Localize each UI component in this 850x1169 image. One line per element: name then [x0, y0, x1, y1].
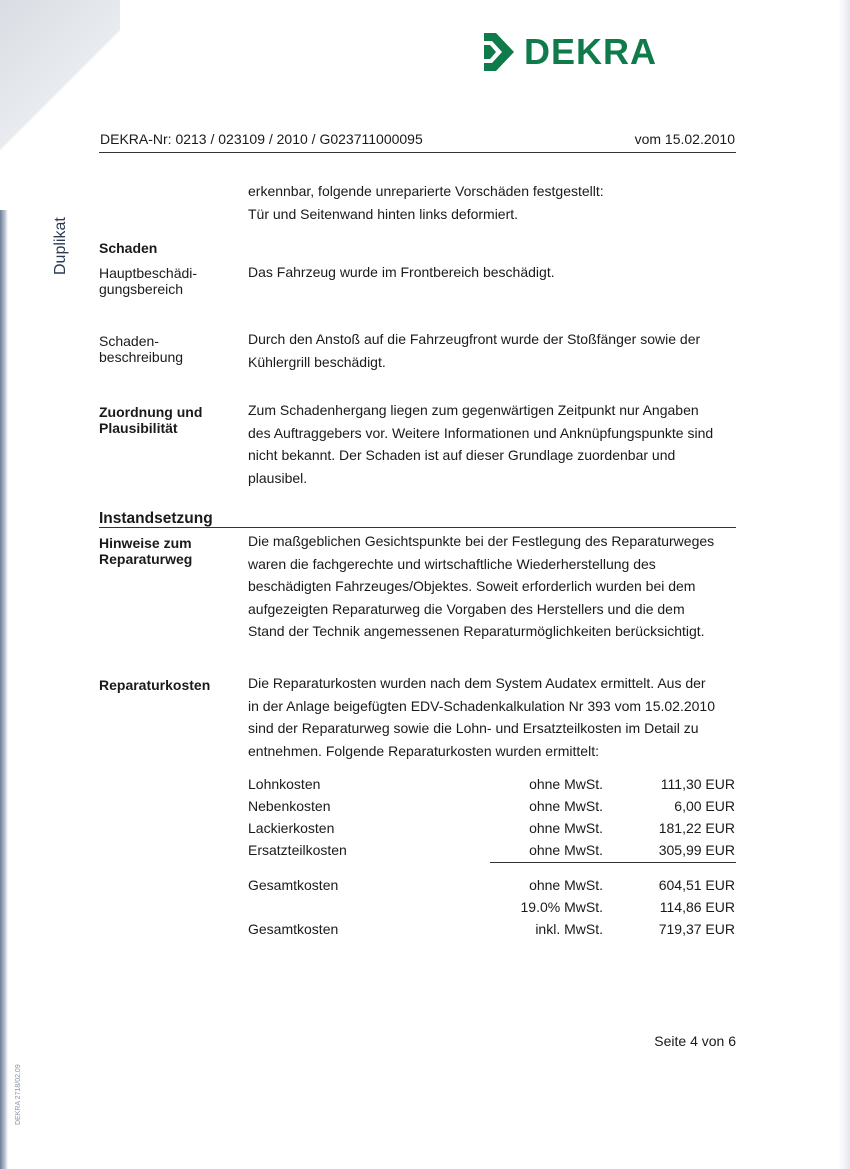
reparaturkosten-label: Reparaturkosten: [99, 677, 211, 693]
cost-name: Gesamtkosten: [248, 921, 339, 937]
cost-row-mwst: [248, 899, 735, 919]
report-date: vom 15.02.2010: [634, 131, 735, 147]
hinweise-text: [248, 530, 714, 643]
text-line: des Auftraggebers vor. Weitere Informationen und Anknüpfungspunkte sind: [248, 424, 714, 441]
text-line: sind der Reparaturweg sowie die Lohn- und Ersatzteilkosten im Detail zu: [248, 720, 699, 736]
label-line: Zuordnung und: [99, 404, 203, 420]
form-code: DEKRA 2718/02.09: [15, 1064, 22, 1125]
scan-edge-right: [838, 0, 850, 1169]
cost-name: Ersatzteilkosten: [248, 842, 347, 858]
text-line: Stand der Technik angemessenen Reparaturmöglichkeiten berücksichtigt.: [248, 623, 705, 639]
cost-amount: 111,30 EUR: [660, 776, 735, 792]
dekra-number: DEKRA-Nr: 0213 / 023109 / 2010 / G023711000095: [100, 131, 423, 147]
logo-text: DEKRA: [524, 31, 658, 72]
text-line: beschädigten Fahrzeuges/Objektes. Soweit erforderlich wurden bei dem: [248, 578, 696, 594]
scan-corner-fold: [0, 0, 120, 210]
cost-row-gesamt-netto: [248, 877, 735, 897]
cost-tax: 19.0% MwSt.: [520, 899, 603, 915]
cost-tax: inkl. MwSt.: [535, 921, 603, 937]
text-line: nicht bekannt. Der Schaden ist auf dieser Grundlage zuordenbar und: [248, 447, 676, 463]
hinweise-label: [99, 535, 192, 567]
cost-amount: 114,86 EUR: [659, 899, 735, 915]
cost-name: Lackierkosten: [248, 820, 335, 836]
cost-amount: 719,37 EUR: [658, 921, 735, 937]
cost-row-lackierkosten: [248, 820, 735, 840]
text-line: Zum Schadenhergang liegen zum gegenwärtigen Zeitpunkt nur Angaben: [248, 402, 699, 418]
zuordnung-text: [248, 399, 713, 489]
text-line: Die Reparaturkosten wurden nach dem System Audatex ermittelt. Aus der: [248, 675, 706, 691]
page-number: Seite 4 von 6: [654, 1033, 736, 1049]
label-line: Hauptbeschädi-: [99, 265, 198, 281]
label-line: beschreibung: [99, 349, 184, 365]
text-line: Die maßgeblichen Gesichtspunkte bei der Festlegung des Reparaturweges: [248, 533, 715, 549]
zuordnung-label: [99, 404, 202, 436]
instandsetzung-title: Instandsetzung: [99, 510, 736, 528]
cost-row-lohnkosten: [248, 776, 735, 796]
cost-tax: ohne MwSt.: [529, 798, 603, 814]
cost-row-nebenkosten: [248, 798, 735, 818]
text-line: Durch den Anstoß auf die Fahrzeugfront wurde der Stoßfänger sowie der: [248, 331, 701, 347]
intro-paragraph: [248, 180, 604, 225]
dekra-logo-icon: [482, 31, 516, 73]
text-line: entnehmen. Folgende Reparaturkosten wurden ermittelt:: [248, 742, 599, 759]
cost-row-ersatzteilkosten: [248, 842, 735, 862]
duplikat-stamp: Duplikat: [52, 217, 69, 275]
schadenbeschreibung-text: [248, 328, 700, 373]
label-line: gungsbereich: [99, 281, 184, 297]
text-line: Kühlergrill beschädigt.: [248, 353, 386, 370]
text-line: in der Anlage beigefügten EDV-Schadenkalkulation Nr 393 vom 15.02.2010: [248, 697, 715, 714]
cost-name: Lohnkosten: [248, 776, 321, 792]
sum-divider: [490, 862, 736, 863]
label-line: Hinweise zum: [99, 535, 192, 551]
report-header: [99, 130, 736, 153]
reparaturkosten-text: [248, 672, 715, 762]
cost-tax: ohne MwSt.: [529, 820, 603, 836]
schadenbeschreibung-label: [99, 333, 183, 365]
cost-amount: 604,51 EUR: [658, 877, 735, 893]
cost-tax: ohne MwSt.: [529, 842, 603, 858]
cost-amount: 305,99 EUR: [658, 842, 735, 858]
text-line: waren die fachgerechte und wirtschaftliche Wiederherstellung des: [248, 555, 656, 572]
cost-tax: ohne MwSt.: [529, 776, 603, 792]
label-line: Plausibilität: [99, 420, 178, 436]
dekra-logo: [482, 31, 657, 73]
cost-tax: ohne MwSt.: [529, 877, 603, 893]
text-line: Das Fahrzeug wurde im Frontbereich beschädigt.: [248, 264, 555, 280]
cost-amount: 6,00 EUR: [674, 798, 735, 814]
label-line: Reparaturweg: [99, 551, 193, 567]
text-line: erkennbar, folgende unreparierte Vorschäden festgestellt:: [248, 183, 604, 199]
label-line: Schaden-: [99, 333, 159, 349]
text-line: aufgezeigten Reparaturweg die Vorgaben des Herstellers und die dem: [248, 600, 685, 617]
cost-name: Nebenkosten: [248, 798, 331, 814]
text-line: plausibel.: [248, 469, 308, 486]
hauptbeschaedigung-text: [248, 261, 555, 284]
schaden-heading: Schaden: [99, 240, 158, 256]
hauptbeschaedigung-label: [99, 265, 197, 297]
text-line: Tür und Seitenwand hinten links deformiert.: [248, 205, 519, 222]
cost-name: Gesamtkosten: [248, 877, 339, 893]
cost-row-gesamt-brutto: [248, 921, 735, 941]
cost-amount: 181,22 EUR: [658, 820, 735, 836]
